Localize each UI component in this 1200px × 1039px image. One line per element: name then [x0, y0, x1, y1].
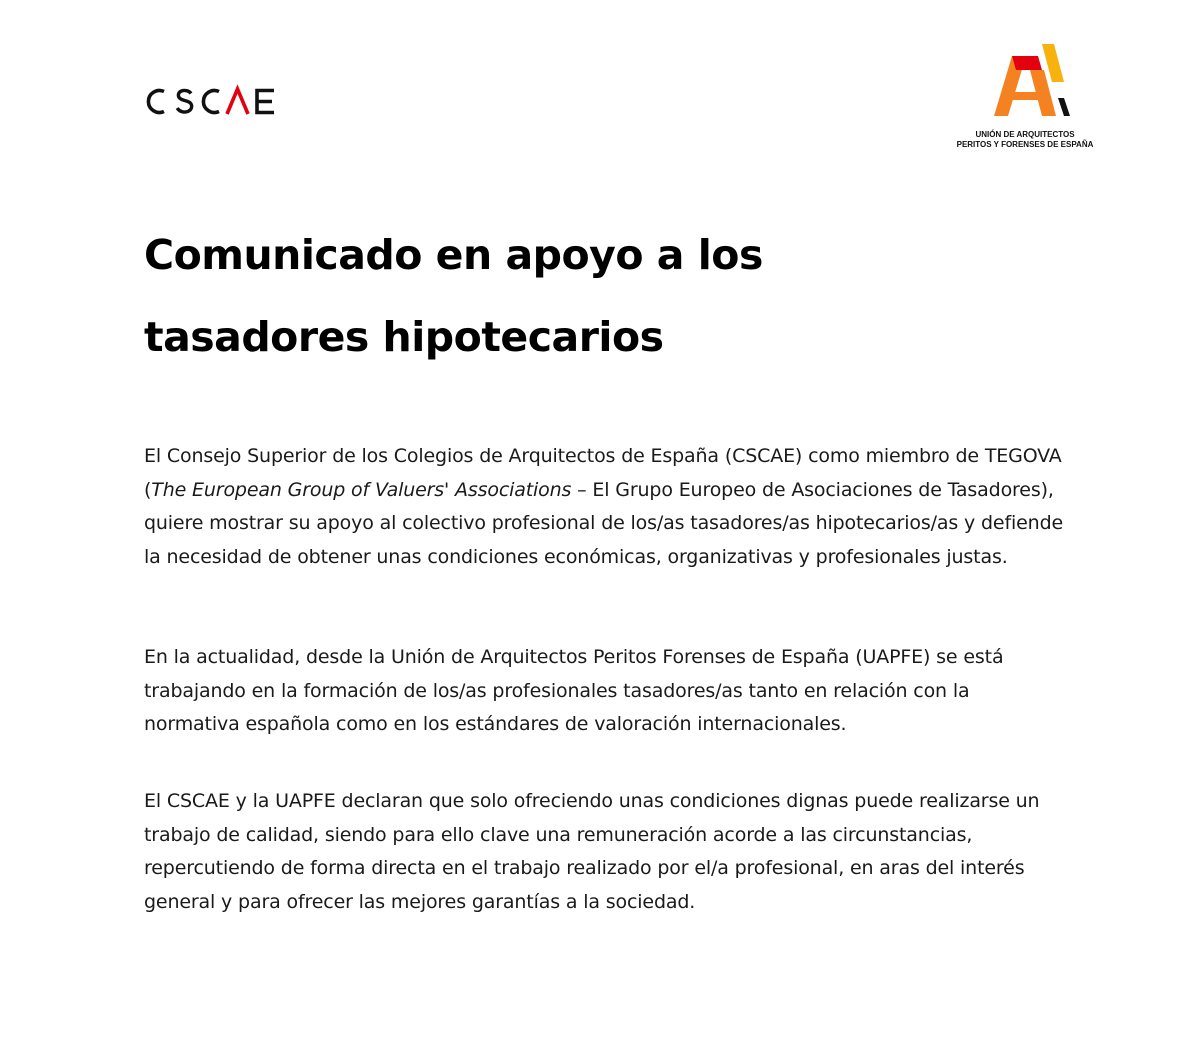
paragraph-1-part1: El Consejo Superior de los Colegios de Arquitectos de España (CSCAE) como miembro de TEGOVA (: [144, 445, 1062, 501]
uapfe-caption-line1: UNIÓN DE ARQUITECTOS: [975, 130, 1075, 139]
page-title-line1: Comunicado en apoyo a los: [144, 231, 763, 279]
uapfe-logo: [930, 44, 1120, 156]
paragraph-1-italic: The European Group of Valuers' Associations: [151, 478, 572, 501]
cscae-logo-mark: [143, 84, 288, 120]
uapfe-logo-caption: [930, 130, 1120, 150]
page-title-line2: tasadores hipotecarios: [144, 313, 664, 361]
paragraph-1-part2: – El Grupo Europeo de Asociaciones de Tasadores), quiere mostrar su apoyo al colectivo profesional de los/as tasadores/as hipotecarios/as y defiende la necesidad de obtener unas condiciones económicas, organizativas y profesionales justas.: [144, 478, 1064, 568]
page-title: [144, 214, 1044, 378]
uapfe-caption-line2: PERITOS Y FORENSES DE ESPAÑA: [956, 140, 1094, 149]
paragraph-1: [144, 440, 1064, 574]
paragraph-3: El CSCAE y la UAPFE declaran que solo ofreciendo unas condiciones dignas puede realizarse un trabajo de calidad, siendo para ello clave una remuneración acorde a las circunstancias, repercutiendo de forma directa en el trabajo realizado por el/a profesional, en aras del interés general y para ofrecer las mejores garantías a la sociedad.: [144, 790, 1040, 913]
uapfe-logo-mark: [990, 44, 1070, 120]
cscae-logo: [143, 84, 288, 120]
paragraph-2: En la actualidad, desde la Unión de Arquitectos Peritos Forenses de España (UAPFE) se está trabajando en la formación de los/as profesionales tasadores/as tanto en relación con la normativa española como en los estándares de valoración internacionales.: [144, 646, 1004, 735]
